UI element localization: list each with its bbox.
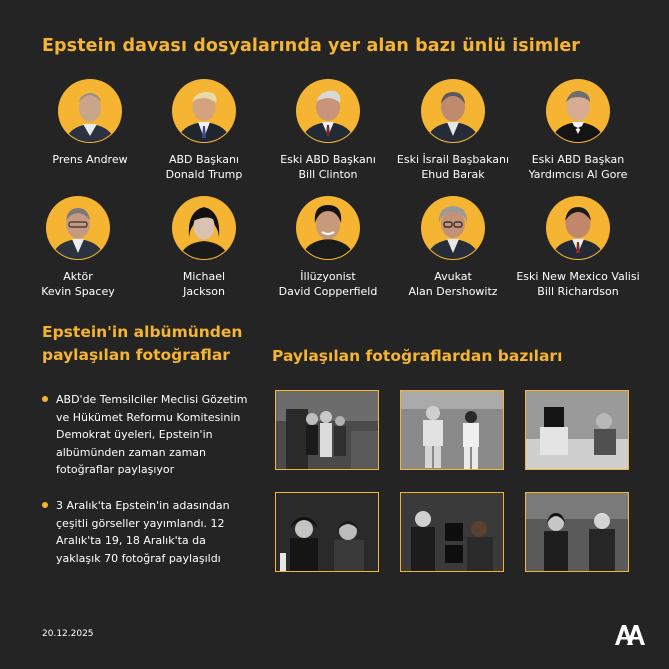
publish-date: 20.12.2025: [42, 629, 94, 639]
person-bill-richardson: [514, 197, 642, 299]
person-name-line2: Donald Trump: [165, 168, 243, 181]
bullet-text: ABD'de Temsilciler Meclisi Gözetim ve Hükümet Reformu Komitesinin Demokrat üyeleri, Epstein'in albümünden zaman zaman fotoğraflar paylaşıyor: [56, 393, 248, 476]
portrait-photo: [173, 80, 235, 142]
person-name-line1: ABD Başkanı: [168, 153, 239, 166]
shared-photo: [275, 390, 379, 470]
bullet-text: 3 Aralık'ta Epstein'in adasından çeşitli görseller yayımlandı. 12 Aralık'ta 19, 18 Aralık'ta da yaklaşık 70 fotoğraf paylaşıldı: [56, 499, 230, 565]
person-al-gore: [514, 80, 642, 182]
bullet-item: [42, 497, 252, 567]
person-michael-jackson: [140, 197, 268, 299]
shared-photo: [275, 492, 379, 572]
person-name-line1: Prens Andrew: [52, 153, 128, 166]
person-name-line2: Alan Dershowitz: [408, 285, 498, 298]
person-name-line2: Bill Richardson: [537, 285, 619, 298]
person-name-line2: Bill Clinton: [298, 168, 358, 181]
person-name-line2: David Copperfield: [278, 285, 378, 298]
person-name-line1: Eski İsrail Başbakanı: [396, 153, 510, 166]
portrait-photo: [59, 80, 121, 142]
person-david-copperfield: [264, 197, 392, 299]
person-name-line1: Avukat: [434, 270, 472, 283]
person-name-line1: Eski New Mexico Valisi: [516, 270, 640, 283]
person-donald-trump: [140, 80, 268, 182]
portrait-photo: [297, 197, 359, 259]
shared-photo: [525, 390, 629, 470]
person-prince-andrew: [26, 80, 154, 167]
aa-logo-icon: [614, 622, 646, 646]
person-kevin-spacey: [14, 197, 142, 299]
bullet-dot-icon: [42, 396, 48, 402]
shared-photo: [400, 390, 504, 470]
portrait-photo: [297, 80, 359, 142]
album-section-title: [42, 321, 242, 367]
person-name-line2: Jackson: [183, 285, 225, 298]
portrait-photo: [422, 197, 484, 259]
person-name-line2: Yardımcısı Al Gore: [528, 168, 628, 181]
portrait-photo: [547, 80, 609, 142]
shared-photo: [400, 492, 504, 572]
portrait-photo: [47, 197, 109, 259]
bullet-item: [42, 391, 252, 479]
person-bill-clinton: [264, 80, 392, 182]
page-title: Epstein davası dosyalarında yer alan bazı ünlü isimler: [42, 36, 581, 56]
person-name-line1: İllüzyonist: [300, 270, 356, 283]
bullet-dot-icon: [42, 502, 48, 508]
album-title-line2: paylaşılan fotoğraflar: [42, 346, 230, 364]
photos-section-title: Paylaşılan fotoğraflardan bazıları: [272, 347, 563, 365]
person-alan-dershowitz: [389, 197, 517, 299]
portrait-photo: [547, 197, 609, 259]
person-name-line1: Aktör: [63, 270, 93, 283]
shared-photo: [525, 492, 629, 572]
portrait-photo: [422, 80, 484, 142]
portrait-photo: [173, 197, 235, 259]
person-name-line1: Eski ABD Başkan: [531, 153, 625, 166]
person-name-line2: Kevin Spacey: [41, 285, 115, 298]
person-name-line1: Michael: [182, 270, 226, 283]
person-ehud-barak: [389, 80, 517, 182]
person-name-line2: Ehud Barak: [421, 168, 485, 181]
album-title-line1: Epstein'in albümünden: [42, 323, 243, 341]
person-name-line1: Eski ABD Başkanı: [280, 153, 376, 166]
